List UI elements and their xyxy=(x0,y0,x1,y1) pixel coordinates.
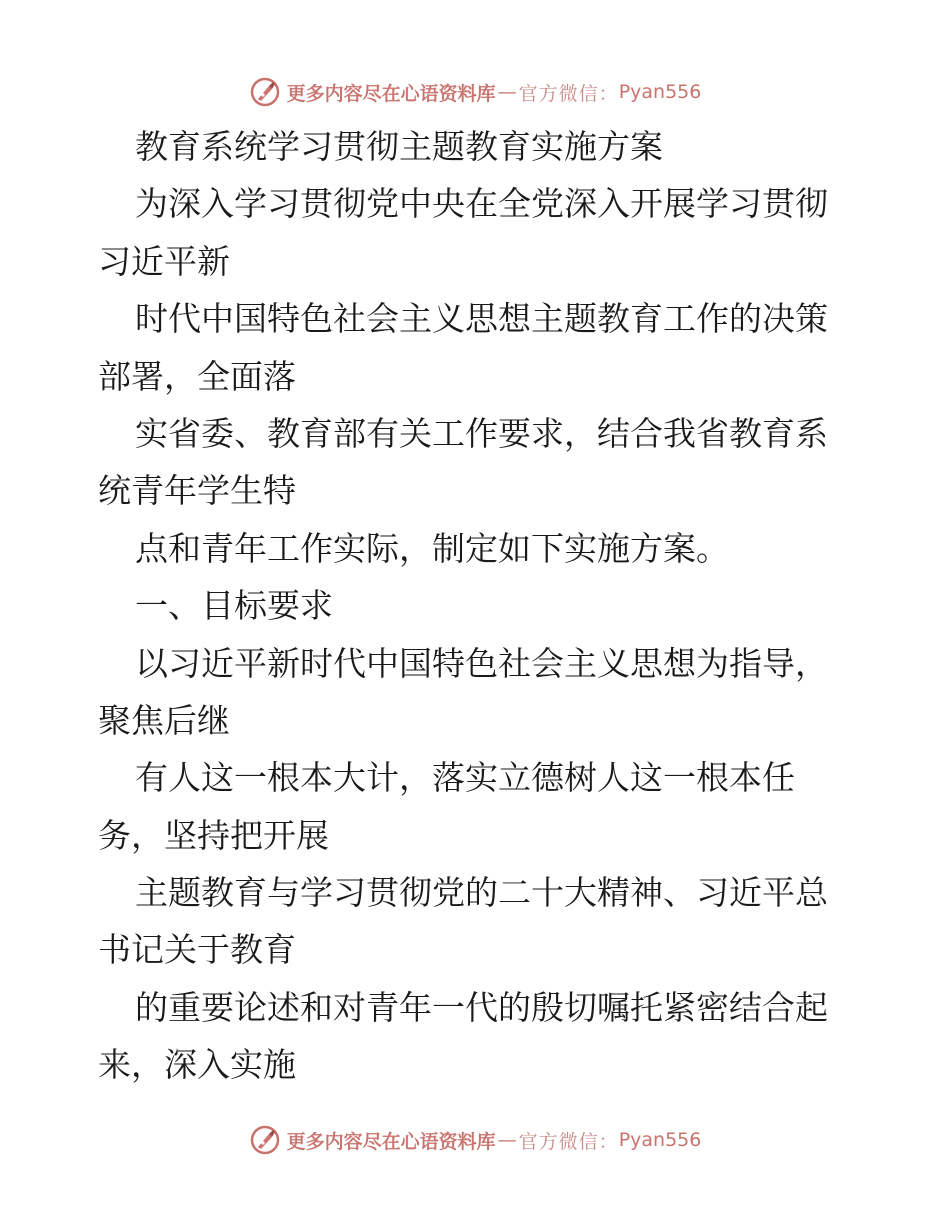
document-line: 时代中国特色社会主义思想主题教育工作的决策 xyxy=(135,299,828,339)
watermark-wechat-label: 官方微信： xyxy=(518,82,619,105)
document-line: 书记关于教育 xyxy=(98,930,296,970)
watermark-brand: 更多内容尽在心语资料库 xyxy=(286,1130,496,1153)
document-line: 以习近平新时代中国特色社会主义思想为指导， xyxy=(135,643,828,683)
document-line: 实省委、教育部有关工作要求，结合我省教育系 xyxy=(135,413,828,453)
document-line: 为深入学习贯彻党中央在全党深入开展学习贯彻 xyxy=(135,184,828,224)
document-line: 主题教育与学习贯彻党的二十大精神、习近平总 xyxy=(135,873,828,913)
document-line: 聚焦后继 xyxy=(98,700,230,740)
pen-nib-logo-icon xyxy=(249,1124,281,1156)
document-line: 有人这一根本大计，落实立德树人这一根本任 xyxy=(135,758,795,798)
document-line: 习近平新 xyxy=(98,241,230,281)
pen-nib-logo-icon xyxy=(249,76,281,108)
document-line: 点和青年工作实际，制定如下实施方案。 xyxy=(135,528,729,568)
watermark-wechat-id: Pyan556 xyxy=(618,1129,702,1151)
document-body xyxy=(98,118,858,1094)
document-line: 的重要论述和对青年一代的殷切嘱托紧密结合起 xyxy=(135,987,828,1027)
watermark-brand: 更多内容尽在心语资料库 xyxy=(286,82,496,105)
document-line: 来，深入实施 xyxy=(98,1045,296,1085)
document-line: 部署，全面落 xyxy=(98,356,296,396)
document-line: 务，坚持把开展 xyxy=(98,815,329,855)
footer-watermark xyxy=(0,1120,950,1160)
header-watermark xyxy=(0,72,950,112)
document-line: 一、目标要求 xyxy=(135,586,333,626)
watermark-separator: — xyxy=(497,1129,517,1151)
watermark-separator: — xyxy=(497,81,517,103)
document-line: 统青年学生特 xyxy=(98,471,296,511)
document-line: 教育系统学习贯彻主题教育实施方案 xyxy=(135,127,663,166)
watermark-wechat-label: 官方微信： xyxy=(518,1130,619,1153)
watermark-wechat-id: Pyan556 xyxy=(618,81,702,103)
